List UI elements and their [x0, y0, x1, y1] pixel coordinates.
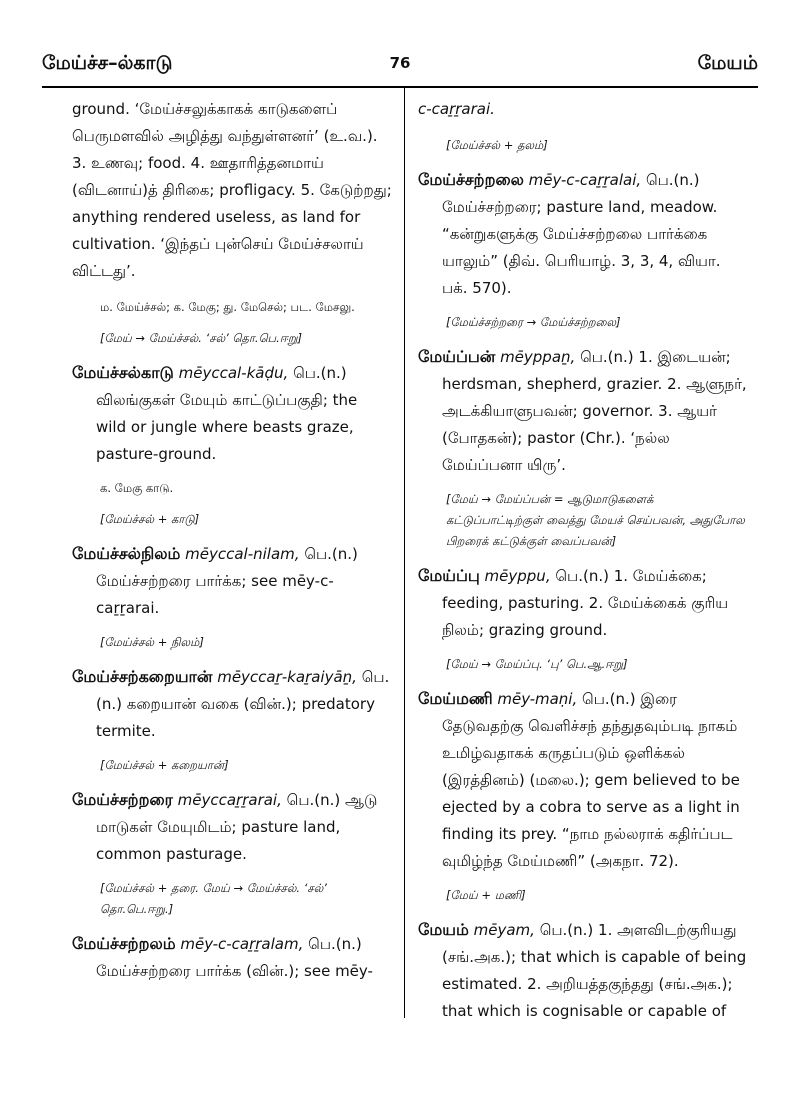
headword: மேய்ச்சல்காடு — [72, 363, 174, 382]
transliteration: mēyam, — [473, 921, 535, 939]
definition: பெ.(n.) மேய்ச்சற்றரை பார்க்க; see mēy-c-caṟṟarai. — [96, 545, 358, 617]
header-right-guideword: மேயம் — [697, 52, 758, 74]
header-rule — [42, 86, 758, 88]
etymology-note: [மேய்ச்சல் + தலம்] — [446, 138, 548, 152]
etymology-note: [மேய் → மேய்ச்சல். ‘சல்’ தொ.பெ.ஈறு] — [100, 331, 302, 345]
definition: பெ.(n.) மேய்ச்சற்றரை; pasture land, meadow. “கன்றுகளுக்கு மேய்ச்சற்றலை பார்க்கை யாலும்” (திவ். பெரியாழ். 3, 3, 4, வியா. பக். 570). — [442, 171, 721, 297]
dictionary-entry — [418, 562, 748, 644]
definition: பெ.(n.) 1. மேய்க்கை; feeding, pasturing. 2. மேய்க்கைக் குரிய நிலம்; grazing ground. — [442, 567, 729, 639]
continuation-text: ground. ‘மேய்ச்சலுக்காகக் காடுகளைப் பெருமளவில் அழித்து வந்துள்ளனர்’ (உ.வ.). 3. உணவு; food. 4. ஊதாரித்தனமாய் (விடனாய்)த் திரிகை; profligacy. 5. கேடுற்றது; anything rendered useless, as land for cultivation. ‘இந்தப் புன்செய் மேய்ச்சலாய் விட்டது’. — [72, 100, 392, 280]
headword: மேய்ச்சற்றலை — [418, 170, 524, 189]
headword: மேய்ச்சற்றலம் — [72, 934, 176, 953]
definition: பெ.(n.) விலங்குகள் மேயும் காட்டுப்பகுதி; the wild or jungle where beasts graze, pasture-ground. — [96, 364, 358, 463]
continuation-text: c-caṟṟarai. — [418, 100, 495, 118]
cognates-note: க. மேகு காடு. — [100, 481, 174, 495]
transliteration: mēyccaṟṟarai, — [177, 791, 282, 809]
dictionary-entry — [72, 663, 392, 745]
transliteration: mēyccal-nilam, — [185, 545, 300, 563]
left-column — [72, 96, 392, 995]
headword: மேய்ச்சற்கறையான் — [72, 667, 213, 686]
dictionary-entry — [418, 166, 748, 302]
etymology-note: [மேய் → மேய்ப்பன் = ஆடுமாடுகளைக் கட்டுப்பாட்டிற்குள் வைத்து மேயச் செய்பவன், அதுபோல பிறரைக் கட்டுக்குள் வைப்பவன்] — [446, 492, 745, 548]
definition: பெ.(n.) மேய்ச்சற்றரை பார்க்க (வின்.); see mēy- — [96, 935, 373, 980]
headword: மேய்மணி — [418, 689, 493, 708]
dictionary-entry — [418, 343, 748, 479]
definition: பெ.(n.) 1. அளவிடற்குரியது (சங்.அக.); that which is capable of being estimated. 2. அறியத்தகுந்தது (சங்.அக.); that which is cognisable or capable of — [442, 921, 747, 1020]
column-divider — [404, 88, 405, 1018]
transliteration: mēyppu, — [484, 567, 551, 585]
page-number: 76 — [389, 54, 411, 72]
transliteration: mēyppaṉ, — [500, 348, 576, 366]
dictionary-entry — [418, 685, 748, 875]
headword: மேய்ப்பன் — [418, 347, 496, 366]
transliteration: mēy-c-caṟṟalai, — [528, 171, 642, 189]
headword: மேய்ப்பு — [418, 566, 480, 585]
right-column — [418, 96, 748, 1035]
cognates-note: ம. மேய்ச்சல்; க. மேகு; து. மேசெல்; பட. மேசலு. — [100, 300, 355, 314]
dictionary-entry — [72, 359, 392, 468]
dictionary-entry — [72, 930, 392, 985]
etymology-note: [மேய் → மேய்ப்பு. ‘பு’ பெ.ஆ.ஈறு] — [446, 657, 628, 671]
etymology-note: [மேய்ச்சல் + காடு] — [100, 512, 200, 526]
dictionary-entry — [72, 540, 392, 622]
headword: மேய்ச்சற்றரை — [72, 790, 173, 809]
headword: மேயம் — [418, 920, 469, 939]
transliteration: mēyccaṟ-kaṟaiyāṉ, — [217, 668, 357, 686]
etymology-note: [மேய்ச்சல் + கறையான்] — [100, 758, 229, 772]
etymology-note: [மேய் + மணி] — [446, 888, 526, 902]
definition: பெ.(n.) இரை தேடுவதற்கு வெளிச்சந் தந்துதவும்படி நாகம் உமிழ்வதாகக் கருதப்படும் ஒளிக்கல் (இரத்தினம்) (மலை.); gem believed to be ejected by a cobra to serve as a light in finding its prey. “நாம நல்லராக் கதிர்ப்பட வுமிழ்ந்த மேய்மணி” (அகநா. 72). — [442, 690, 740, 870]
definition: பெ.(n.) கறையான் வகை (வின்.); predatory termite. — [96, 668, 390, 740]
transliteration: mēy-maṇi, — [497, 690, 578, 708]
etymology-note: [மேய்ச்சற்றரை → மேய்ச்சற்றலை] — [446, 315, 621, 329]
headword: மேய்ச்சல்நிலம் — [72, 544, 181, 563]
transliteration: mēy-c-caṟṟalam, — [180, 935, 304, 953]
header-left-guideword: மேய்ச்ச–ல்காடு — [42, 52, 173, 74]
page-header — [42, 52, 758, 88]
definition: பெ.(n.) 1. இடையன்; herdsman, shepherd, grazier. 2. ஆளுநர், அடக்கியாளுபவன்; governor. 3. ஆயர் (போதகன்); pastor (Chr.). ‘நல்ல மேய்ப்பனா யிரு’. — [442, 348, 747, 474]
etymology-note: [மேய்ச்சல் + தரை. மேய் → மேய்ச்சல். ‘சல்’ தொ.பெ.ஈறு.] — [100, 881, 327, 916]
transliteration: mēyccal-kāḍu, — [178, 364, 289, 382]
definition: பெ.(n.) ஆடு மாடுகள் மேயுமிடம்; pasture land, common pasturage. — [96, 791, 378, 863]
dictionary-entry — [418, 916, 748, 1025]
etymology-note: [மேய்ச்சல் + நிலம்] — [100, 635, 204, 649]
dictionary-entry — [72, 786, 392, 868]
